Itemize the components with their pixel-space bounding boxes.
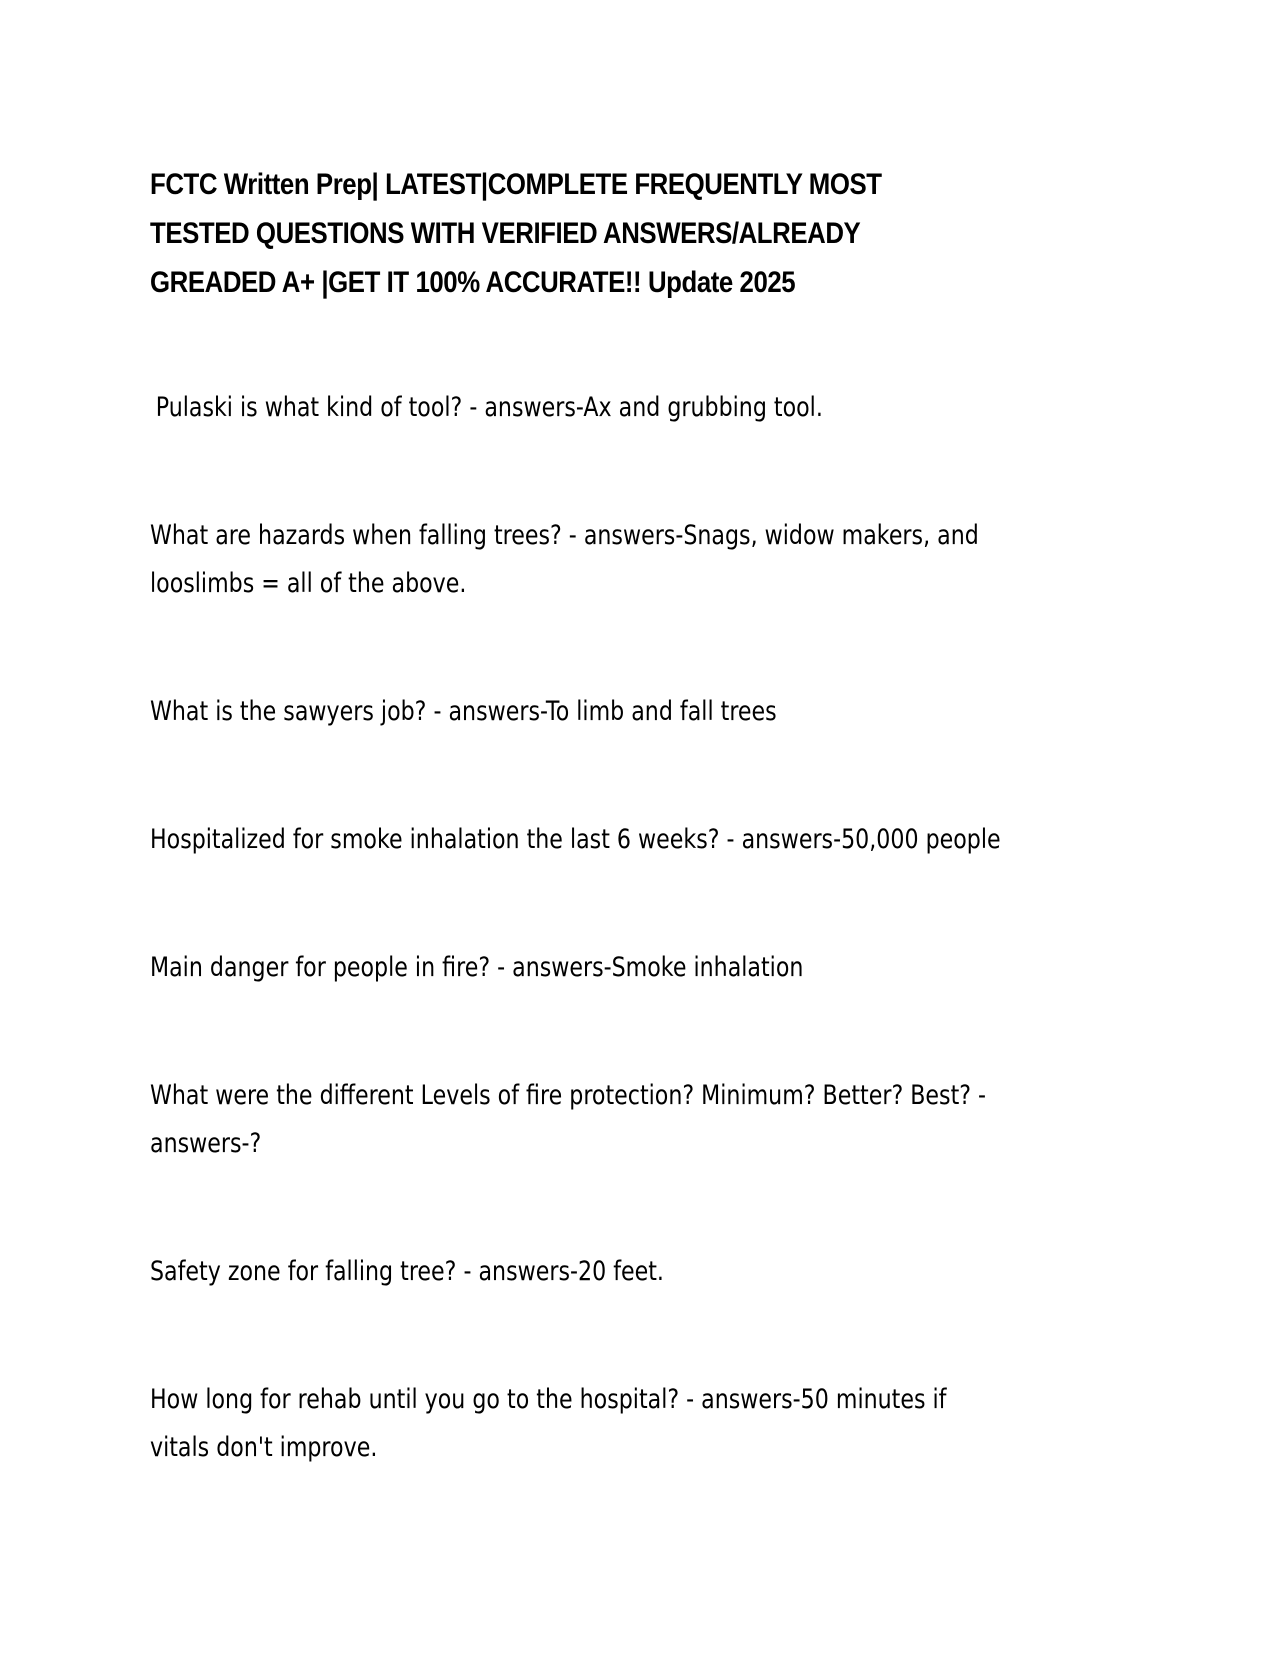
qa-item-rehab-time: How long for rehab until you go to the hospital? - answers-50 minutes if vitals don't improve.	[150, 1384, 947, 1463]
document-title: FCTC Written Prep| LATEST|COMPLETE FREQUENTLY MOST TESTED QUESTIONS WITH VERIFIED ANSWERS/ALREADY GREADED A+ |GET IT 100% ACCURATE!! Update 2025	[150, 168, 882, 299]
qa-item-pulaski: Pulaski is what kind of tool? - answers-Ax and grubbing tool.	[155, 392, 823, 423]
qa-item-smoke-hospitalized: Hospitalized for smoke inhalation the last 6 weeks? - answers-50,000 people	[150, 824, 1001, 855]
qa-item-safety-zone: Safety zone for falling tree? - answers-20 feet.	[150, 1256, 664, 1287]
qa-item-sawyers-job: What is the sawyers job? - answers-To limb and fall trees	[150, 696, 777, 727]
qa-item-main-danger: Main danger for people in fire? - answers-Smoke inhalation	[150, 952, 804, 983]
qa-item-falling-hazards: What are hazards when falling trees? - answers-Snags, widow makers, and looslimbs = all of the above.	[150, 520, 979, 599]
qa-item-protection-levels: What were the different Levels of fire protection? Minimum? Better? Best? - answers-?	[150, 1080, 987, 1159]
